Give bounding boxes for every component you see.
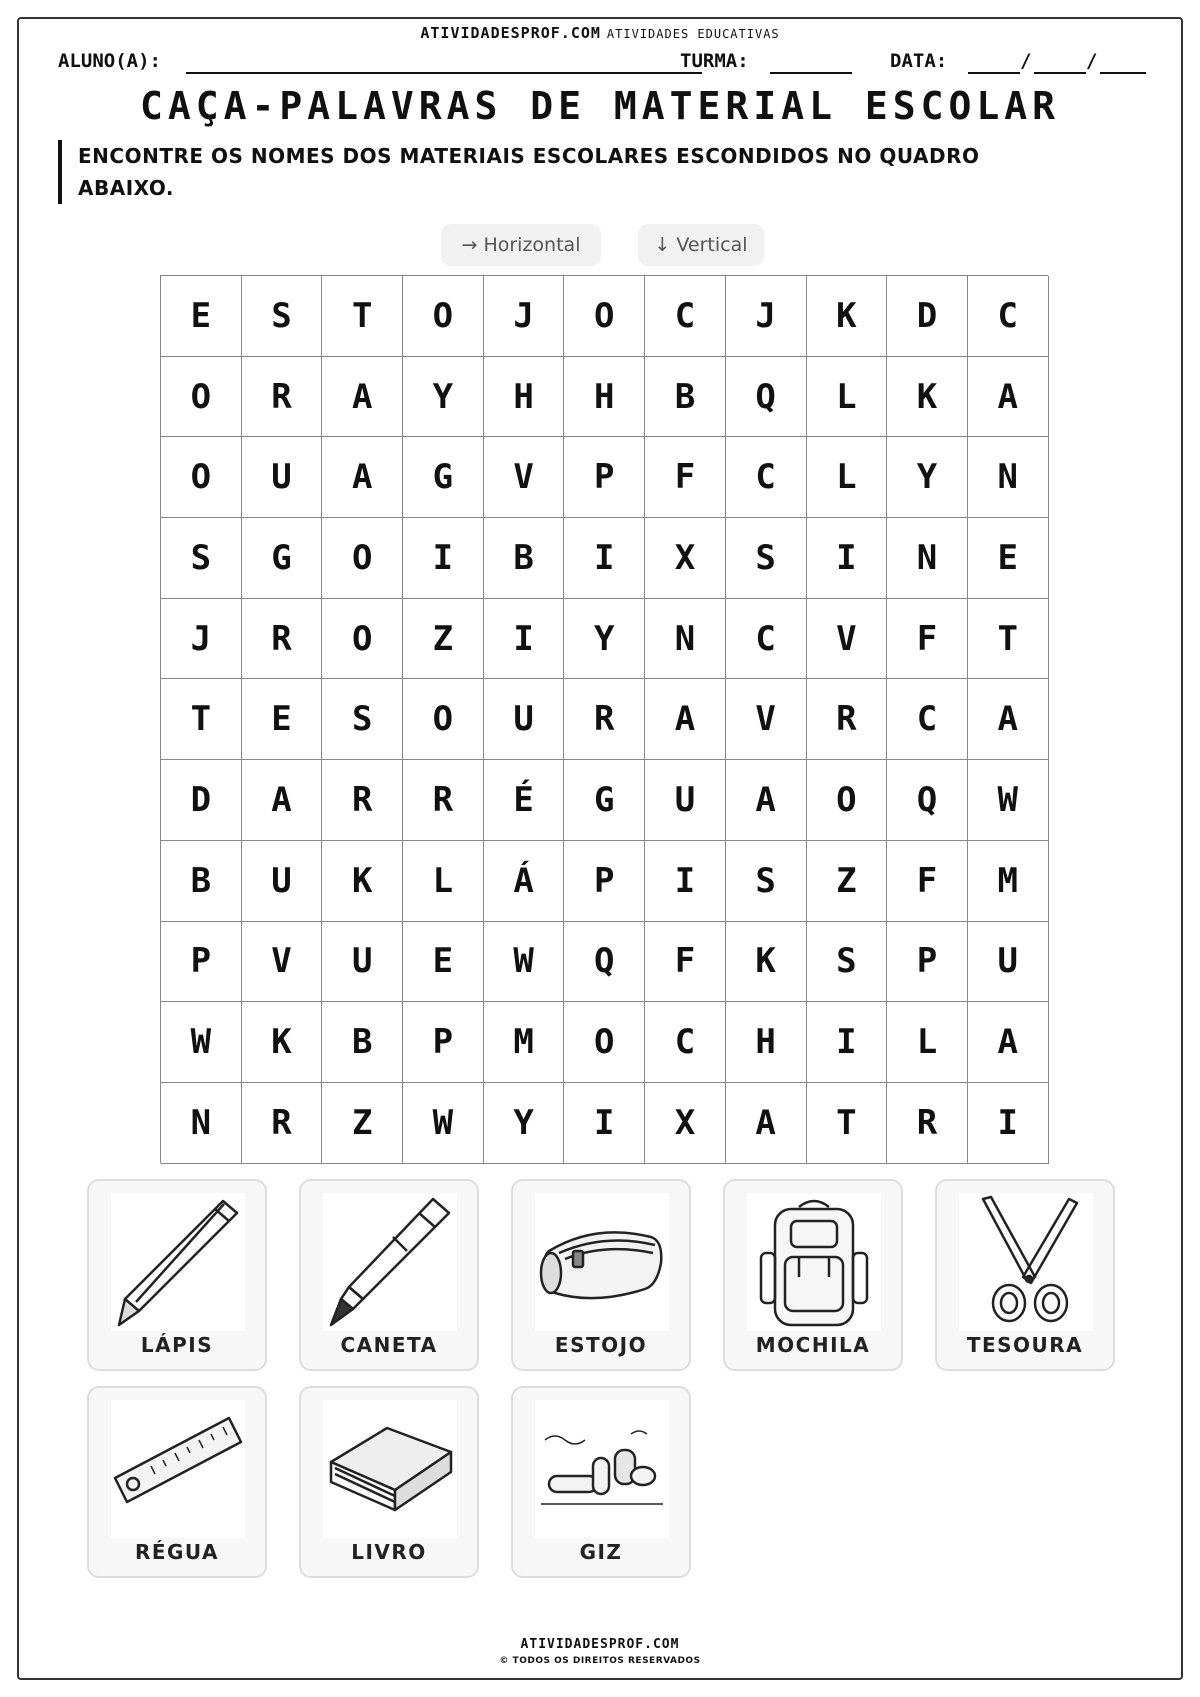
grid-cell[interactable]: O [322, 518, 403, 599]
student-label: ALUNO(A): [58, 50, 161, 72]
grid-cell[interactable]: L [807, 357, 888, 438]
grid-cell[interactable]: W [403, 1083, 484, 1164]
grid-cell[interactable]: K [887, 357, 968, 438]
student-fields [58, 50, 1148, 80]
date-month-line[interactable] [1034, 72, 1086, 74]
book-icon [323, 1400, 457, 1538]
grid-cell[interactable]: M [484, 1002, 565, 1083]
date-label: DATA: [890, 50, 948, 72]
date-separator: / [1020, 50, 1032, 72]
grid-cell[interactable]: R [242, 1083, 323, 1164]
grid-cell[interactable]: A [322, 357, 403, 438]
grid-cell[interactable]: C [968, 276, 1049, 357]
grid-cell[interactable]: A [968, 357, 1049, 438]
grid-cell[interactable]: D [887, 276, 968, 357]
grid-cell[interactable]: Z [807, 841, 888, 922]
direction-vertical-badge: ↓ Vertical [638, 224, 764, 266]
grid-cell[interactable]: O [807, 760, 888, 841]
date-day-line[interactable] [968, 72, 1020, 74]
footer-rights: © TODOS OS DIREITOS RESERVADOS [499, 1656, 701, 1666]
class-label: TURMA: [680, 50, 749, 72]
word-card-giz [511, 1386, 691, 1578]
grid-cell[interactable]: M [968, 841, 1049, 922]
grid-cell[interactable]: P [887, 922, 968, 1003]
grid-cell[interactable]: B [322, 1002, 403, 1083]
grid-cell[interactable]: G [242, 518, 323, 599]
grid-cell[interactable]: B [645, 357, 726, 438]
word-card-livro [299, 1386, 479, 1578]
pencil-icon [111, 1193, 245, 1331]
grid-cell[interactable]: Y [887, 437, 968, 518]
grid-cell[interactable]: É [484, 760, 565, 841]
word-card-estojo [511, 1179, 691, 1371]
grid-cell[interactable]: A [968, 679, 1049, 760]
word-label: CANETA [340, 1333, 438, 1357]
grid-cell[interactable]: E [968, 518, 1049, 599]
grid-cell[interactable]: R [242, 357, 323, 438]
word-label: TESOURA [966, 1333, 1084, 1357]
grid-cell[interactable]: O [564, 276, 645, 357]
grid-cell[interactable]: U [242, 841, 323, 922]
grid-cell[interactable]: R [403, 760, 484, 841]
grid-cell[interactable]: E [403, 922, 484, 1003]
grid-cell[interactable]: R [807, 679, 888, 760]
grid-cell[interactable]: C [645, 1002, 726, 1083]
grid-cell[interactable]: W [968, 760, 1049, 841]
grid-cell[interactable]: T [161, 679, 242, 760]
site-header [0, 24, 1200, 42]
class-line[interactable] [770, 72, 852, 74]
grid-cell[interactable]: I [807, 1002, 888, 1083]
grid-cell[interactable]: U [322, 922, 403, 1003]
grid-cell[interactable]: H [564, 357, 645, 438]
grid-cell[interactable]: P [564, 841, 645, 922]
grid-cell[interactable]: V [242, 922, 323, 1003]
grid-cell[interactable]: N [645, 599, 726, 680]
word-card-regua [87, 1386, 267, 1578]
backpack-icon [747, 1193, 881, 1331]
grid-cell[interactable]: Q [564, 922, 645, 1003]
grid-cell[interactable]: I [564, 1083, 645, 1164]
grid-cell[interactable]: U [242, 437, 323, 518]
grid-cell[interactable]: U [645, 760, 726, 841]
grid-cell[interactable]: V [807, 599, 888, 680]
word-label: ESTOJO [554, 1333, 648, 1357]
word-card-lapis [87, 1179, 267, 1371]
grid-cell[interactable]: U [484, 679, 565, 760]
grid-cell[interactable]: W [484, 922, 565, 1003]
direction-horizontal-badge: → Horizontal [441, 224, 601, 266]
grid-cell[interactable]: S [807, 922, 888, 1003]
pen-icon [323, 1193, 457, 1331]
grid-cell[interactable]: I [645, 841, 726, 922]
word-card-mochila [723, 1179, 903, 1371]
grid-cell[interactable]: Z [322, 1083, 403, 1164]
grid-cell[interactable]: E [242, 679, 323, 760]
word-card-caneta [299, 1179, 479, 1371]
grid-cell[interactable]: O [322, 599, 403, 680]
grid-cell[interactable]: L [887, 1002, 968, 1083]
grid-cell[interactable]: Q [887, 760, 968, 841]
page-title: CAÇA-PALAVRAS DE MATERIAL ESCOLAR [140, 84, 1060, 128]
grid-cell[interactable]: J [726, 276, 807, 357]
grid-cell[interactable]: X [645, 518, 726, 599]
grid-cell[interactable]: S [726, 841, 807, 922]
grid-cell[interactable]: U [968, 922, 1049, 1003]
grid-cell[interactable]: J [484, 276, 565, 357]
grid-cell[interactable]: S [242, 276, 323, 357]
grid-cell[interactable]: R [322, 760, 403, 841]
grid-cell[interactable]: T [807, 1083, 888, 1164]
grid-cell[interactable]: R [887, 1083, 968, 1164]
grid-cell[interactable]: P [403, 1002, 484, 1083]
grid-cell[interactable]: B [161, 841, 242, 922]
grid-cell[interactable]: Y [484, 1083, 565, 1164]
grid-cell[interactable]: G [564, 760, 645, 841]
grid-cell[interactable]: T [322, 276, 403, 357]
site-subtitle: ATIVIDADES EDUCATIVAS [606, 27, 780, 41]
date-year-line[interactable] [1100, 72, 1146, 74]
grid-cell[interactable]: H [484, 357, 565, 438]
student-name-line[interactable] [186, 72, 702, 74]
word-label: MOCHILA [755, 1333, 871, 1357]
grid-cell[interactable]: G [403, 437, 484, 518]
footer-site: ATIVIDADESPROF.COM [520, 1637, 680, 1652]
grid-cell[interactable]: Z [403, 599, 484, 680]
grid-cell[interactable]: F [887, 841, 968, 922]
word-label: LIVRO [351, 1540, 427, 1564]
grid-cell[interactable]: A [968, 1002, 1049, 1083]
grid-cell[interactable]: F [645, 437, 726, 518]
grid-cell[interactable]: F [887, 599, 968, 680]
grid-cell[interactable]: Y [564, 599, 645, 680]
grid-cell[interactable]: S [726, 518, 807, 599]
grid-cell[interactable]: X [645, 1083, 726, 1164]
grid-cell[interactable]: I [807, 518, 888, 599]
grid-cell[interactable]: F [645, 922, 726, 1003]
grid-cell[interactable]: V [484, 437, 565, 518]
grid-cell[interactable]: K [726, 922, 807, 1003]
grid-cell[interactable]: O [161, 357, 242, 438]
grid-cell[interactable]: L [403, 841, 484, 922]
grid-cell[interactable]: K [807, 276, 888, 357]
word-label: GIZ [579, 1540, 623, 1564]
grid-cell[interactable]: Q [726, 357, 807, 438]
grid-cell[interactable]: I [968, 1083, 1049, 1164]
grid-cell[interactable]: E [161, 276, 242, 357]
grid-cell[interactable]: W [161, 1002, 242, 1083]
grid-cell[interactable]: T [968, 599, 1049, 680]
grid-cell[interactable]: N [968, 437, 1049, 518]
grid-cell[interactable]: C [726, 599, 807, 680]
grid-cell[interactable]: A [645, 679, 726, 760]
grid-cell[interactable]: V [726, 679, 807, 760]
grid-cell[interactable]: L [807, 437, 888, 518]
grid-cell[interactable]: J [161, 599, 242, 680]
grid-cell[interactable]: N [161, 1083, 242, 1164]
grid-cell[interactable]: I [564, 518, 645, 599]
grid-cell[interactable]: P [161, 922, 242, 1003]
grid-cell[interactable]: O [161, 437, 242, 518]
grid-cell[interactable]: P [564, 437, 645, 518]
instructions: ENCONTRE OS NOMES DOS MATERIAIS ESCOLARES ESCONDIDOS NO QUADRO ABAIXO. [58, 140, 1078, 204]
grid-cell[interactable]: C [887, 679, 968, 760]
pencil-case-icon [535, 1193, 669, 1331]
grid-cell[interactable]: D [161, 760, 242, 841]
date-separator: / [1086, 50, 1098, 72]
grid-cell[interactable]: C [645, 276, 726, 357]
grid-cell[interactable]: O [564, 1002, 645, 1083]
grid-cell[interactable]: Á [484, 841, 565, 922]
word-label: RÉGUA [134, 1540, 220, 1564]
grid-cell[interactable]: Y [403, 357, 484, 438]
grid-cell[interactable]: R [564, 679, 645, 760]
grid-cell[interactable]: K [242, 1002, 323, 1083]
word-search-grid [160, 275, 1048, 1163]
scissors-icon [959, 1193, 1093, 1331]
site-name: ATIVIDADESPROF.COM [420, 24, 601, 42]
grid-cell[interactable]: O [403, 679, 484, 760]
grid-cell[interactable]: I [484, 599, 565, 680]
grid-cell[interactable]: R [242, 599, 323, 680]
grid-cell[interactable]: B [484, 518, 565, 599]
grid-cell[interactable]: O [403, 276, 484, 357]
grid-cell[interactable]: A [726, 760, 807, 841]
grid-cell[interactable]: A [322, 437, 403, 518]
word-card-tesoura [935, 1179, 1115, 1371]
grid-cell[interactable]: H [726, 1002, 807, 1083]
grid-cell[interactable]: N [887, 518, 968, 599]
grid-cell[interactable]: A [726, 1083, 807, 1164]
ruler-icon [111, 1400, 245, 1538]
grid-cell[interactable]: C [726, 437, 807, 518]
grid-cell[interactable]: A [242, 760, 323, 841]
word-label: LÁPIS [140, 1333, 214, 1357]
grid-cell[interactable]: K [322, 841, 403, 922]
chalk-icon [535, 1400, 669, 1538]
grid-cell[interactable]: S [322, 679, 403, 760]
grid-cell[interactable]: I [403, 518, 484, 599]
grid-cell[interactable]: S [161, 518, 242, 599]
